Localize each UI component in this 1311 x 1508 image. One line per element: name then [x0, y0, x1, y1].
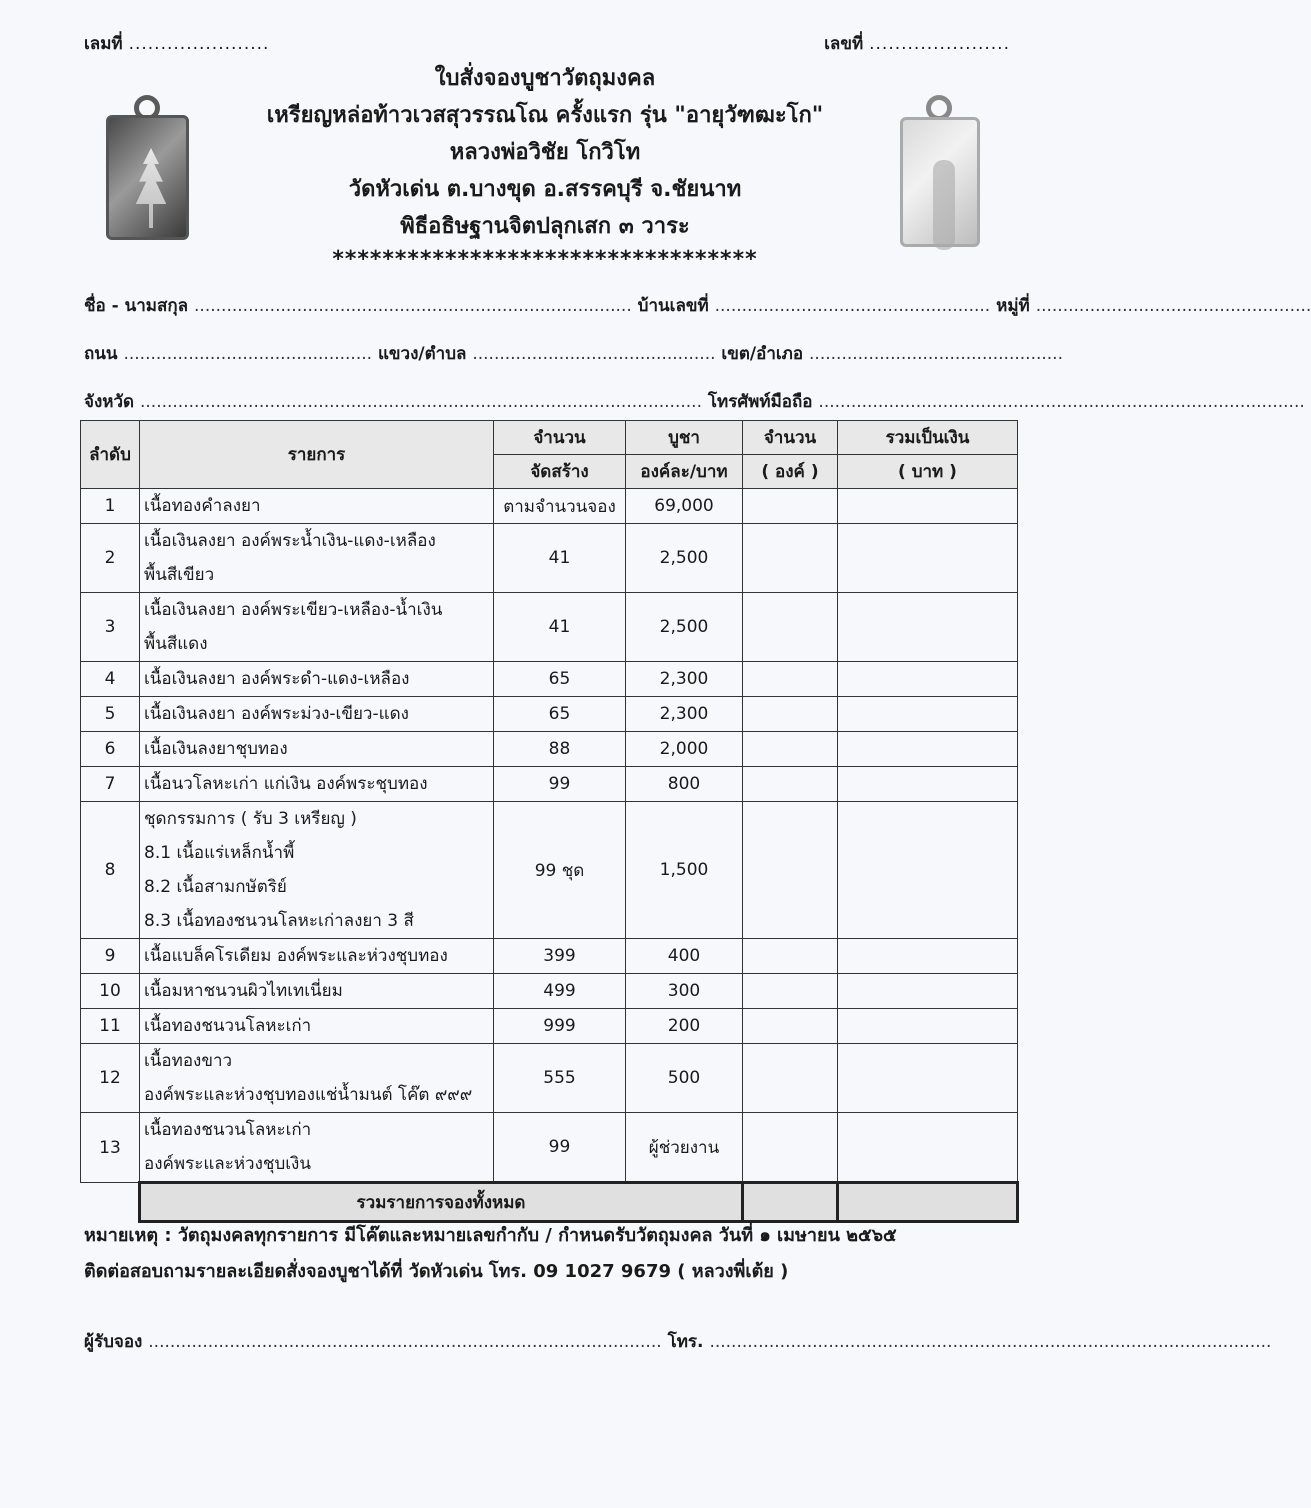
description-line: เนื้อเงินลงยา องค์พระดำ-แดง-เหลือง [144, 669, 410, 689]
row-quantity: 41 [494, 593, 626, 662]
receiver-line [84, 1328, 1272, 1355]
header-no: ลำดับ [81, 421, 140, 489]
row-number: 4 [81, 662, 140, 697]
table-row [81, 524, 1018, 593]
temple-address: วัดหัวเด่น ต.บางขุด อ.สรรคบุรี จ.ชัยนาท [348, 177, 742, 202]
table-row [81, 802, 1018, 939]
row-price: 300 [626, 974, 743, 1009]
row-count-input[interactable] [743, 732, 838, 767]
note-pickup: หมายเหตุ : วัตถุมงคลทุกรายการ มีโค๊ตและหมายเลขกำกับ / กำหนดรับวัตถุมงคล วันที่ ๑ เมษายน ๒๕๖๕ [84, 1225, 897, 1246]
total-label: รวมรายการจองทั้งหมด [140, 1183, 743, 1222]
row-number: 3 [81, 593, 140, 662]
form-number-field[interactable] [824, 30, 1010, 57]
book-number-dots: ...................... [128, 34, 270, 54]
row-total-input[interactable] [838, 732, 1018, 767]
row-count-input[interactable] [743, 1009, 838, 1044]
description-line: เนื้อทองชนวนโลหะเก่า [144, 1120, 312, 1140]
header-qty-top: จำนวน [494, 421, 626, 455]
description-line: องค์พระและห่วงชุบเงิน [144, 1154, 311, 1174]
description-line: 8.3 เนื้อทองชนวนโลหะเก่าลงยา 3 สี [144, 911, 414, 931]
row-count-input[interactable] [743, 767, 838, 802]
table-row [81, 732, 1018, 767]
receiver-label: ผู้รับจอง [84, 1332, 143, 1352]
phone-field[interactable]: .......................................................................................... [818, 392, 1305, 412]
row-number: 1 [81, 489, 140, 524]
row-quantity: 65 [494, 697, 626, 732]
road-field[interactable]: .............................................. [123, 344, 373, 364]
row-number: 11 [81, 1009, 140, 1044]
row-price: 500 [626, 1044, 743, 1113]
row-price: 2,500 [626, 593, 743, 662]
row-count-input[interactable] [743, 939, 838, 974]
row-quantity: 999 [494, 1009, 626, 1044]
moo-field[interactable]: ................................................... [1035, 296, 1311, 316]
row-total-input[interactable] [838, 1009, 1018, 1044]
receiver-phone-label: โทร. [667, 1332, 704, 1352]
row-number: 7 [81, 767, 140, 802]
description-line: เนื้อเงินลงยา องค์พระม่วง-เขียว-แดง [144, 704, 409, 724]
header-item: รายการ [140, 421, 494, 489]
row-price: ผู้ช่วยงาน [626, 1113, 743, 1183]
district-field[interactable]: ............................................... [809, 344, 1063, 364]
row-number: 13 [81, 1113, 140, 1183]
receiver-phone-field[interactable]: ........................................................................................................ [709, 1332, 1272, 1352]
form-title: ใบสั่งจองบูชาวัตถุมงคล [434, 66, 656, 91]
row-total-input[interactable] [838, 767, 1018, 802]
row-total-input[interactable] [838, 802, 1018, 939]
subdistrict-label: แขวง/ตำบล [377, 344, 467, 364]
road-label: ถนน [84, 344, 118, 364]
row-quantity: 399 [494, 939, 626, 974]
row-price: 2,300 [626, 697, 743, 732]
moo-label: หมู่ที่ [996, 296, 1030, 316]
row-number: 10 [81, 974, 140, 1009]
monk-name: หลวงพ่อวิชัย โกวิโท [449, 140, 641, 165]
row-total-input[interactable] [838, 939, 1018, 974]
house-number-field[interactable]: ................................................... [714, 296, 991, 316]
description-line: 8.2 เนื้อสามกษัตริย์ [144, 877, 287, 897]
row-quantity: 499 [494, 974, 626, 1009]
row-description [140, 732, 494, 767]
header-total-top: รวมเป็นเงิน [838, 421, 1018, 455]
row-count-input[interactable] [743, 662, 838, 697]
table-row [81, 593, 1018, 662]
description-line: 8.1 เนื้อแร่เหล็กน้ำพี้ [144, 843, 295, 863]
row-number: 2 [81, 524, 140, 593]
row-quantity: 555 [494, 1044, 626, 1113]
row-total-input[interactable] [838, 697, 1018, 732]
row-total-input[interactable] [838, 593, 1018, 662]
table-row [81, 974, 1018, 1009]
row-description [140, 662, 494, 697]
subdistrict-field[interactable]: ............................................. [472, 344, 716, 364]
header-count-bottom: ( องค์ ) [743, 455, 838, 489]
description-line: เนื้อเงินลงยา องค์พระน้ำเงิน-แดง-เหลือง [144, 531, 436, 551]
row-price: 200 [626, 1009, 743, 1044]
row-count-input[interactable] [743, 974, 838, 1009]
row-quantity: 99 [494, 767, 626, 802]
row-description [140, 1044, 494, 1113]
total-count-cell[interactable] [743, 1183, 838, 1222]
table-row [81, 662, 1018, 697]
row-number: 6 [81, 732, 140, 767]
coin-front-image [100, 95, 195, 250]
description-line: พื้นสีแดง [144, 634, 208, 654]
header-total-bottom: ( บาท ) [838, 455, 1018, 489]
total-amount-cell[interactable] [838, 1183, 1018, 1222]
description-line: เนื้อทองชนวนโลหะเก่า [144, 1016, 312, 1036]
row-price: 2,000 [626, 732, 743, 767]
header-price-bottom: องค์ละ/บาท [626, 455, 743, 489]
form-number-dots: ...................... [869, 34, 1010, 54]
name-address-line [84, 292, 1311, 319]
row-description [140, 524, 494, 593]
book-number-label: เลมที่ [84, 34, 123, 54]
row-quantity: ตามจำนวนจอง [494, 489, 626, 524]
row-total-input[interactable] [838, 524, 1018, 593]
receiver-field[interactable]: ............................................................................................... [148, 1332, 662, 1352]
description-line: เนื้อทองคำลงยา [144, 496, 261, 516]
coin-back-image [892, 95, 987, 255]
description-line: เนื้อมหาชนวนผิวไทเทเนี่ยม [144, 981, 343, 1001]
form-header [200, 60, 890, 275]
row-description [140, 1113, 494, 1183]
row-description [140, 489, 494, 524]
name-label: ชื่อ - นามสกุล [84, 296, 189, 316]
row-count-input[interactable] [743, 1113, 838, 1183]
row-number: 9 [81, 939, 140, 974]
row-price: 800 [626, 767, 743, 802]
description-line: เนื้อเงินลงยาชุบทอง [144, 739, 288, 759]
province-label: จังหวัด [84, 392, 135, 412]
district-label: เขต/อำเภอ [721, 344, 804, 364]
table-row [81, 767, 1018, 802]
province-field[interactable]: ........................................................................................................ [139, 392, 702, 412]
table-row [81, 1113, 1018, 1183]
row-quantity: 65 [494, 662, 626, 697]
row-description [140, 802, 494, 939]
total-row [81, 1183, 1018, 1222]
row-total-input[interactable] [838, 1044, 1018, 1113]
description-line: เนื้อทองขาว [144, 1051, 233, 1071]
description-line: เนื้อแบล็คโรเดียม องค์พระและห่วงชุบทอง [144, 946, 448, 966]
book-number-field[interactable] [84, 30, 269, 57]
coin-title: เหรียญหล่อท้าวเวสสุวรรณโณ ครั้งแรก รุ่น "อายุวัฑฒะโก" [266, 103, 824, 128]
row-total-input[interactable] [838, 489, 1018, 524]
row-count-input[interactable] [743, 1044, 838, 1113]
row-description [140, 974, 494, 1009]
header-price-top: บูชา [626, 421, 743, 455]
row-quantity: 41 [494, 524, 626, 593]
road-district-line [84, 340, 1063, 367]
table-row [81, 1009, 1018, 1044]
row-count-input[interactable] [743, 524, 838, 593]
row-total-input[interactable] [838, 662, 1018, 697]
row-quantity: 99 [494, 1113, 626, 1183]
note-contact: ติดต่อสอบถามรายละเอียดสั่งจองบูชาได้ที่ วัดหัวเด่น โทร. 09 1027 9679 ( หลวงพี่เต้ย ) [84, 1261, 789, 1282]
row-count-input[interactable] [743, 489, 838, 524]
row-price: 2,300 [626, 662, 743, 697]
header-count-top: จำนวน [743, 421, 838, 455]
row-count-input[interactable] [743, 802, 838, 939]
table-row [81, 489, 1018, 524]
row-total-input[interactable] [838, 1113, 1018, 1183]
description-line: องค์พระและห่วงชุบทองแช่น้ำมนต์ โค๊ต ๙๙๙ [144, 1085, 473, 1105]
row-count-input[interactable] [743, 593, 838, 662]
row-number: 12 [81, 1044, 140, 1113]
ceremony-line: พิธีอธิษฐานจิตปลุกเสก ๓ วาระ [400, 214, 690, 239]
star-divider: ********************************** [332, 247, 758, 272]
row-total-input[interactable] [838, 974, 1018, 1009]
description-line: พื้นสีเขียว [144, 565, 215, 585]
table-row [81, 697, 1018, 732]
row-price: 2,500 [626, 524, 743, 593]
row-quantity: 88 [494, 732, 626, 767]
table-row [81, 1044, 1018, 1113]
row-price: 69,000 [626, 489, 743, 524]
description-line: ชุดกรรมการ ( รับ 3 เหรียญ ) [144, 809, 357, 829]
row-description [140, 697, 494, 732]
row-quantity: 99 ชุด [494, 802, 626, 939]
form-number-label: เลขที่ [824, 34, 864, 54]
phone-label: โทรศัพท์มือถือ [707, 392, 813, 412]
order-table [80, 420, 1019, 1223]
row-price: 1,500 [626, 802, 743, 939]
header-qty-bottom: จัดสร้าง [494, 455, 626, 489]
row-description [140, 1009, 494, 1044]
house-number-label: บ้านเลขที่ [637, 296, 709, 316]
table-row [81, 939, 1018, 974]
row-number: 8 [81, 802, 140, 939]
description-line: เนื้อนวโลหะเก่า แก่เงิน องค์พระชุบทอง [144, 774, 428, 794]
description-line: เนื้อเงินลงยา องค์พระเขียว-เหลือง-น้ำเงิน [144, 600, 443, 620]
province-phone-line [84, 388, 1305, 415]
row-number: 5 [81, 697, 140, 732]
row-description [140, 767, 494, 802]
name-field[interactable]: ................................................................................. [194, 296, 632, 316]
row-description [140, 593, 494, 662]
row-description [140, 939, 494, 974]
total-blank [81, 1183, 140, 1222]
row-count-input[interactable] [743, 697, 838, 732]
row-price: 400 [626, 939, 743, 974]
